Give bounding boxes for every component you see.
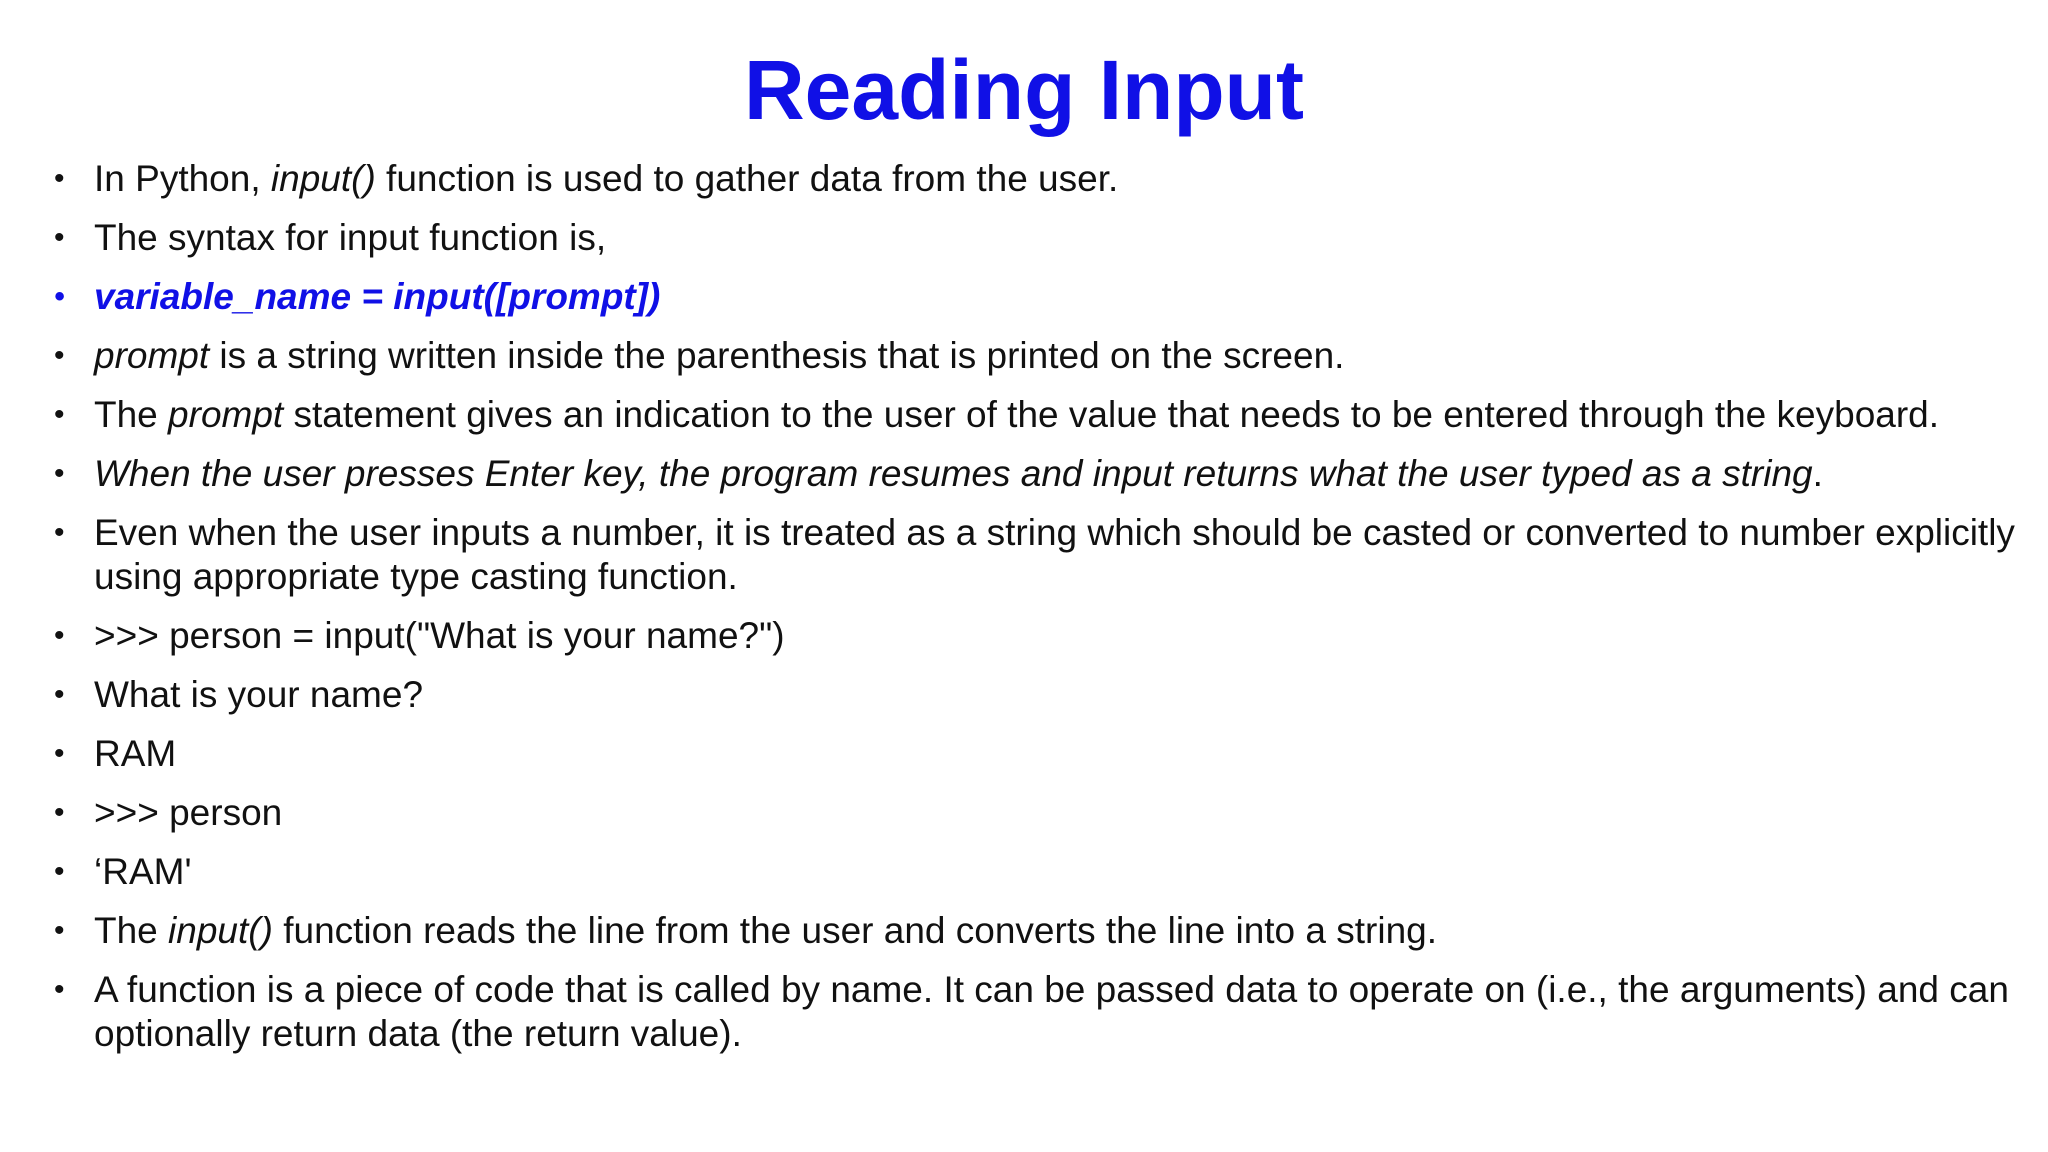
bullet-text: The	[94, 394, 169, 435]
bullet-user-entry	[52, 732, 2022, 776]
bullet-text: The	[94, 910, 169, 951]
bullet-text: >>> person	[94, 792, 283, 833]
bullet-text: A function is a piece of code that is called by name. It can be passed data to operate on (i.e., the arguments) and can optionally return data (the return value).	[94, 969, 2009, 1054]
bullet-text: The syntax for input function is,	[94, 217, 607, 258]
bullet-text: Even when the user inputs a number, it is treated as a string which should be casted or converted to number explicitly using appropriate type casting function.	[94, 512, 2015, 597]
slide-title: Reading Input	[744, 43, 1304, 137]
bullet-text: statement gives an indication to the user of the value that needs to be entered through the keyboard.	[283, 394, 1940, 435]
bullet-text: ‘RAM'	[94, 851, 192, 892]
bullet-syntax-code	[52, 275, 2022, 319]
bullet-emphasis: input()	[168, 910, 273, 951]
bullet-text: is a string written inside the parenthesis that is printed on the screen.	[209, 335, 1345, 376]
bullet-code-example	[52, 614, 2022, 658]
bullet-type-casting	[52, 511, 2022, 599]
bullet-text: function reads the line from the user and converts the line into a string.	[272, 910, 1438, 951]
bullet-function-definition	[52, 968, 2022, 1056]
bullet-emphasis: prompt	[94, 335, 210, 376]
bullet-list	[52, 157, 2022, 1071]
bullet-emphasis: prompt	[168, 394, 284, 435]
bullet-text: .	[1812, 453, 1823, 494]
bullet-input-function	[52, 157, 2022, 201]
bullet-prompt-output	[52, 673, 2022, 717]
bullet-enter-key	[52, 452, 2022, 496]
bullet-prompt-definition	[52, 334, 2022, 378]
bullet-prompt-statement	[52, 393, 2022, 437]
bullet-text: variable_name = input([prompt])	[94, 276, 661, 317]
bullet-result	[52, 850, 2022, 894]
bullet-text: In Python,	[94, 158, 271, 199]
bullet-text: >>> person = input("What is your name?")	[94, 615, 785, 656]
bullet-code-person	[52, 791, 2022, 835]
bullet-text: What is your name?	[94, 674, 424, 715]
bullet-syntax-intro	[52, 216, 2022, 260]
bullet-emphasis: When the user presses Enter key, the program resumes and input returns what the user typed as a string	[94, 453, 1813, 494]
bullet-text: function is used to gather data from the user.	[375, 158, 1119, 199]
bullet-emphasis: input()	[270, 158, 376, 199]
bullet-text: RAM	[94, 733, 177, 774]
bullet-reads-line	[52, 909, 2022, 953]
